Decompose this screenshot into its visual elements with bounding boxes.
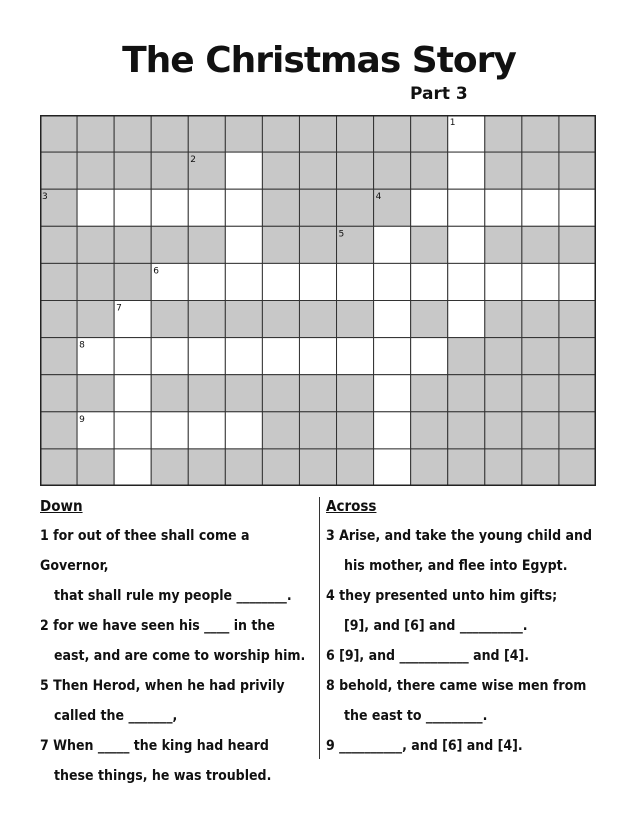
blocked-cell: [559, 226, 596, 263]
clue-number: 9: [79, 414, 85, 425]
clue-line: 1 for out of thee shall come a Governor,: [40, 528, 250, 574]
across-clue-4: [326, 581, 606, 641]
answer-cell[interactable]: [411, 263, 448, 300]
column-divider: [319, 497, 320, 759]
clue-line: 2 for we have seen his ____ in the: [40, 618, 275, 634]
answer-cell[interactable]: [114, 412, 151, 449]
clue-line: [9], and [6] and __________.: [344, 618, 528, 634]
clue-number: 5: [338, 229, 345, 240]
blocked-cell: [299, 226, 336, 263]
blocked-cell: [448, 412, 485, 449]
blocked-cell: [262, 301, 299, 338]
blocked-cell: [522, 375, 559, 412]
blocked-cell: [559, 115, 596, 152]
crossword-grid: [40, 115, 596, 486]
answer-cell[interactable]: [151, 338, 188, 375]
blocked-cell: [151, 115, 188, 152]
blocked-cell: [411, 412, 448, 449]
blocked-cell: [225, 449, 262, 486]
blocked-cell: [299, 412, 336, 449]
blocked-cell: [151, 152, 188, 189]
answer-cell[interactable]: [225, 189, 262, 226]
blocked-cell: [77, 301, 114, 338]
answer-cell[interactable]: [448, 189, 485, 226]
blocked-cell: [374, 115, 411, 152]
clue-line: called the _______,: [54, 708, 178, 724]
blocked-cell: [522, 338, 559, 375]
blocked-cell: [77, 449, 114, 486]
blocked-cell: [485, 226, 522, 263]
answer-cell[interactable]: [374, 226, 411, 263]
answer-cell[interactable]: [262, 338, 299, 375]
answer-cell[interactable]: [77, 189, 114, 226]
answer-cell[interactable]: [114, 189, 151, 226]
clue-line: 5 Then Herod, when he had privily: [40, 678, 285, 694]
blocked-cell: [262, 152, 299, 189]
answer-cell[interactable]: [522, 189, 559, 226]
blocked-cell: [40, 115, 77, 152]
blocked-cell: [299, 152, 336, 189]
answer-cell[interactable]: [225, 338, 262, 375]
down-clues: [40, 497, 316, 791]
answer-cell[interactable]: [337, 338, 374, 375]
blocked-cell: [337, 189, 374, 226]
blocked-cell: [448, 338, 485, 375]
blocked-cell: [485, 375, 522, 412]
blocked-cell: [485, 115, 522, 152]
answer-cell[interactable]: [225, 226, 262, 263]
blocked-cell: [262, 412, 299, 449]
blocked-cell: [77, 152, 114, 189]
blocked-cell: [40, 412, 77, 449]
blocked-cell: [522, 412, 559, 449]
blocked-cell: [411, 226, 448, 263]
clue-number: 3: [42, 192, 48, 203]
blocked-cell: [225, 301, 262, 338]
clue-line: east, and are come to worship him.: [54, 648, 306, 664]
answer-cell[interactable]: [188, 263, 225, 300]
blocked-cell: [188, 226, 225, 263]
clue-number: 4: [375, 192, 382, 203]
answer-cell[interactable]: [225, 412, 262, 449]
answer-cell[interactable]: [225, 152, 262, 189]
answer-cell[interactable]: [559, 189, 596, 226]
across-clue-6: [326, 641, 606, 671]
blocked-cell: [262, 226, 299, 263]
down-clue-2: [40, 611, 316, 671]
blocked-cell: [559, 449, 596, 486]
blocked-cell: [262, 449, 299, 486]
blocked-cell: [262, 375, 299, 412]
clue-line: 4 they presented unto him gifts;: [326, 588, 558, 604]
clue-number: 8: [79, 340, 85, 351]
answer-cell[interactable]: [114, 449, 151, 486]
answer-cell[interactable]: [225, 263, 262, 300]
blocked-cell: [299, 301, 336, 338]
blocked-cell: [40, 301, 77, 338]
blocked-cell: [559, 301, 596, 338]
blocked-cell: [374, 152, 411, 189]
clue-line: his mother, and flee into Egypt.: [344, 558, 568, 574]
blocked-cell: [188, 115, 225, 152]
clue-line: these things, he was troubled.: [54, 768, 272, 784]
clue-line: 8 behold, there came wise men from: [326, 678, 587, 694]
blocked-cell: [77, 375, 114, 412]
blocked-cell: [522, 115, 559, 152]
answer-cell[interactable]: [299, 338, 336, 375]
blocked-cell: [485, 449, 522, 486]
blocked-cell: [337, 152, 374, 189]
answer-cell[interactable]: [374, 375, 411, 412]
blocked-cell: [485, 301, 522, 338]
clue-number: 7: [116, 303, 122, 314]
answer-cell[interactable]: [374, 449, 411, 486]
answer-cell[interactable]: [299, 263, 336, 300]
answer-cell[interactable]: [411, 338, 448, 375]
blocked-cell: [262, 115, 299, 152]
answer-cell[interactable]: [151, 189, 188, 226]
blocked-cell: [411, 115, 448, 152]
blocked-cell: [411, 375, 448, 412]
across-heading: Across: [326, 497, 377, 515]
answer-cell[interactable]: [151, 412, 188, 449]
blocked-cell: [411, 152, 448, 189]
clue-line: 3 Arise, and take the young child and: [326, 528, 592, 544]
across-clue-9: [326, 731, 606, 761]
blocked-cell: [114, 152, 151, 189]
answer-cell[interactable]: [522, 263, 559, 300]
clue-number: 2: [190, 155, 197, 166]
blocked-cell: [40, 152, 77, 189]
answer-cell[interactable]: [188, 189, 225, 226]
blocked-cell: [299, 375, 336, 412]
clue-number: 1: [449, 118, 456, 128]
blocked-cell: [188, 375, 225, 412]
answer-cell[interactable]: [262, 263, 299, 300]
blocked-cell: [485, 412, 522, 449]
blocked-cell: [522, 301, 559, 338]
blocked-cell: [77, 263, 114, 300]
blocked-cell: [337, 449, 374, 486]
blocked-cell: [299, 115, 336, 152]
blocked-cell: [559, 412, 596, 449]
clue-line: 7 When _____ the king had heard: [40, 738, 269, 754]
blocked-cell: [114, 263, 151, 300]
down-clue-1: [40, 521, 316, 611]
blocked-cell: [559, 375, 596, 412]
blocked-cell: [40, 338, 77, 375]
blocked-cell: [151, 449, 188, 486]
blocked-cell: [225, 375, 262, 412]
blocked-cell: [151, 226, 188, 263]
down-heading: Down: [40, 497, 83, 515]
blocked-cell: [485, 338, 522, 375]
answer-cell[interactable]: [448, 263, 485, 300]
blocked-cell: [411, 301, 448, 338]
blocked-cell: [262, 189, 299, 226]
blocked-cell: [40, 263, 77, 300]
clue-line: 6 [9], and ___________ and [4].: [326, 648, 530, 664]
answer-cell[interactable]: [337, 263, 374, 300]
blocked-cell: [225, 115, 262, 152]
blocked-cell: [40, 375, 77, 412]
blocked-cell: [299, 449, 336, 486]
blocked-cell: [77, 226, 114, 263]
blocked-cell: [522, 226, 559, 263]
answer-cell[interactable]: [374, 263, 411, 300]
blocked-cell: [559, 338, 596, 375]
answer-cell[interactable]: [188, 338, 225, 375]
answer-cell[interactable]: [485, 263, 522, 300]
blocked-cell: [40, 449, 77, 486]
blocked-cell: [485, 152, 522, 189]
clue-line: 9 __________, and [6] and [4].: [326, 738, 523, 754]
blocked-cell: [151, 301, 188, 338]
across-clues: [326, 497, 606, 761]
blocked-cell: [411, 449, 448, 486]
clue-number: 6: [153, 266, 159, 277]
answer-cell[interactable]: [114, 338, 151, 375]
blocked-cell: [188, 449, 225, 486]
across-clue-3: [326, 521, 606, 581]
blocked-cell: [299, 189, 336, 226]
blocked-cell: [448, 375, 485, 412]
blocked-cell: [559, 152, 596, 189]
answer-cell[interactable]: [374, 412, 411, 449]
across-clue-8: [326, 671, 606, 731]
page-title: The Christmas Story: [122, 40, 516, 81]
blocked-cell: [114, 226, 151, 263]
answer-cell[interactable]: [448, 301, 485, 338]
blocked-cell: [522, 152, 559, 189]
page-subtitle: Part 3: [410, 84, 468, 104]
answer-cell[interactable]: [485, 189, 522, 226]
blocked-cell: [40, 226, 77, 263]
answer-cell[interactable]: [374, 338, 411, 375]
answer-cell[interactable]: [188, 412, 225, 449]
blocked-cell: [337, 115, 374, 152]
blocked-cell: [448, 449, 485, 486]
answer-cell[interactable]: [411, 189, 448, 226]
blocked-cell: [337, 412, 374, 449]
blocked-cell: [337, 375, 374, 412]
clue-line: that shall rule my people ________.: [54, 588, 292, 604]
blocked-cell: [337, 301, 374, 338]
answer-cell[interactable]: [448, 226, 485, 263]
blocked-cell: [77, 115, 114, 152]
clue-line: the east to _________.: [344, 708, 488, 724]
down-clue-5: [40, 671, 316, 731]
answer-cell[interactable]: [374, 301, 411, 338]
answer-cell[interactable]: [559, 263, 596, 300]
answer-cell[interactable]: [448, 152, 485, 189]
answer-cell[interactable]: [114, 375, 151, 412]
down-clue-7: [40, 731, 316, 791]
blocked-cell: [114, 115, 151, 152]
blocked-cell: [151, 375, 188, 412]
blocked-cell: [188, 301, 225, 338]
blocked-cell: [522, 449, 559, 486]
